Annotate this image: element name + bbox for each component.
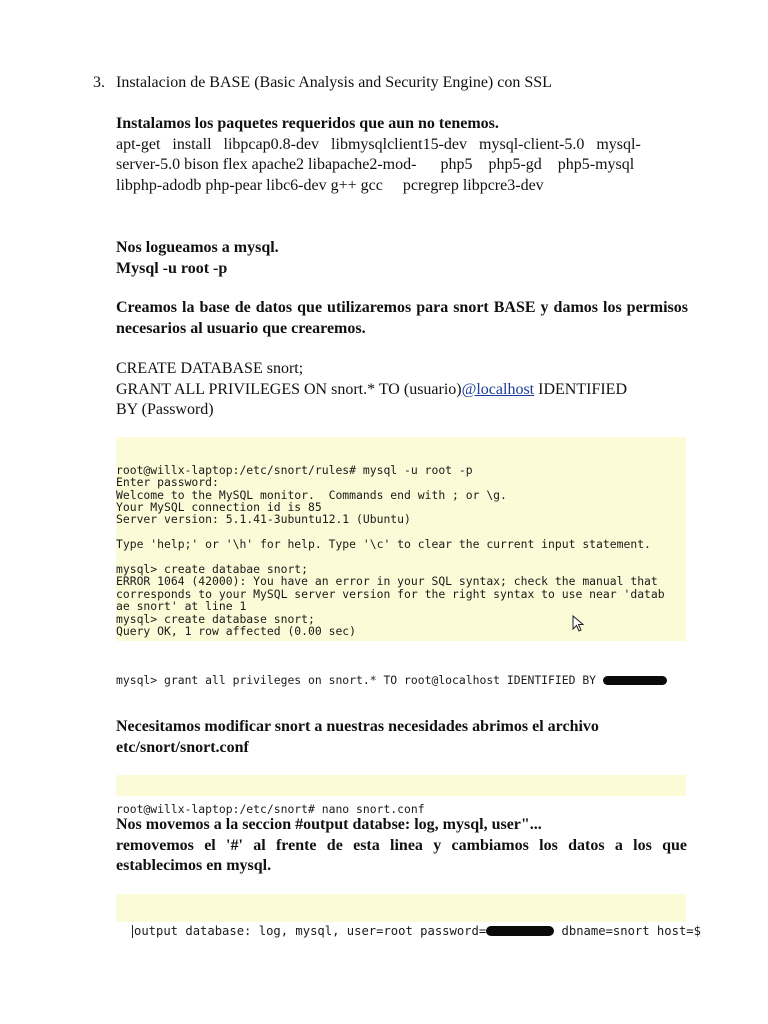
modify-line-2: etc/snort/snort.conf [116,738,249,756]
packages-line-1: apt-get install libpcap0.8-dev libmysqlclient15-dev mysql-client-5.0 mysql- [116,135,641,153]
sql-create-line: CREATE DATABASE snort; [116,360,304,377]
section-move-line-1: Nos movemos a la seccion #output databse: log, mysql, user"... [116,816,542,833]
packages-intro: Instalamos los paquetes requeridos que aun no tenemos. [116,115,499,132]
terminal-line: Enter password: [116,475,219,490]
redacted-password [603,676,667,685]
section-number: 3. [93,74,105,91]
terminal-lines [116,464,686,650]
terminal-line: Welcome to the MySQL monitor. Commands end with ; or \g. [116,487,507,502]
section-title: Instalacion de BASE (Basic Analysis and Security Engine) con SSL [116,74,552,91]
text-cursor-icon [132,925,133,938]
terminal-line: mysql> create database snort; [116,611,315,626]
terminal-line: Type 'help;' or '\h' for help. Type '\c' to clear the current input statement. [116,537,651,552]
modify-paragraph [116,717,688,758]
login-paragraph [116,238,688,279]
terminal-line: mysql> create databae snort; [116,561,309,576]
snort-conf-screenshot [116,894,701,938]
localhost-link[interactable]: @localhost [461,380,535,398]
packages-line-2: server-5.0 bison flex apache2 libapache2-mod- php5 php5-gd php5-mysql [116,156,635,173]
section-heading [93,73,552,94]
terminal-line: Server version: 5.1.41-3ubuntu12.1 (Ubuntu) [116,512,411,527]
sql-grant-identified: IDENTIFIED [534,380,627,398]
mysql-terminal-screenshot [116,437,686,688]
terminal-grant-text: mysql> grant all privileges on snort.* TO root@localhost IDENTIFIED BY [116,673,603,688]
terminal-line: ERROR 1064 (42000): You have an error in your SQL syntax; check the manual that [116,574,658,589]
terminal-line: corresponds to your MySQL server version for the right syntax to use near 'datab [116,586,665,601]
terminal-line: Query OK, 1 row affected (0.00 sec) [116,623,357,638]
terminal-line: root@willx-laptop:/etc/snort/rules# mysql -u root -p [116,462,473,477]
modify-line-1: Necesitamos modificar snort a nuestras necesidades abrimos el archivo [116,718,599,735]
nano-command-line: root@willx-laptop:/etc/snort# nano snort.conf [116,801,425,816]
packages-paragraph [116,114,688,196]
section-move-line-2: removemos el '#' al frente de esta linea y cambiamos los datos a los que establecimos en mysql. [116,836,687,874]
nano-terminal-screenshot [116,775,686,816]
terminal-line [116,637,686,649]
sql-by-line: BY (Password) [116,401,214,418]
sql-grant-line [116,380,696,401]
login-line-1: Nos logueamos a mysql. [116,239,279,256]
sql-commands [116,359,696,421]
packages-line-3: libphp-adodb php-pear libc6-dev g++ gcc pcregrep libpcre3-dev [116,176,544,194]
output-database-line [116,923,701,939]
terminal-line: ae snort' at line 1 [116,599,247,614]
mouse-pointer-icon [572,615,586,633]
output-database-pre: output database: log, mysql, user=root password= [134,923,487,938]
redacted-password-2 [486,926,554,936]
terminal-line: Your MySQL connection id is 85 [116,499,322,514]
section-move-paragraph [116,815,687,877]
sql-grant-text: GRANT ALL PRIVILEGES ON snort.* TO (usuario) [116,380,462,398]
createdb-paragraph: Creamos la base de datos que utilizaremos para snort BASE y damos los permisos necesarios al usuario que crearemos. [116,299,688,337]
login-line-2: Mysql -u root -p [116,259,228,277]
output-database-post: dbname=snort host=$ [554,923,701,938]
terminal-grant-line [116,674,686,686]
